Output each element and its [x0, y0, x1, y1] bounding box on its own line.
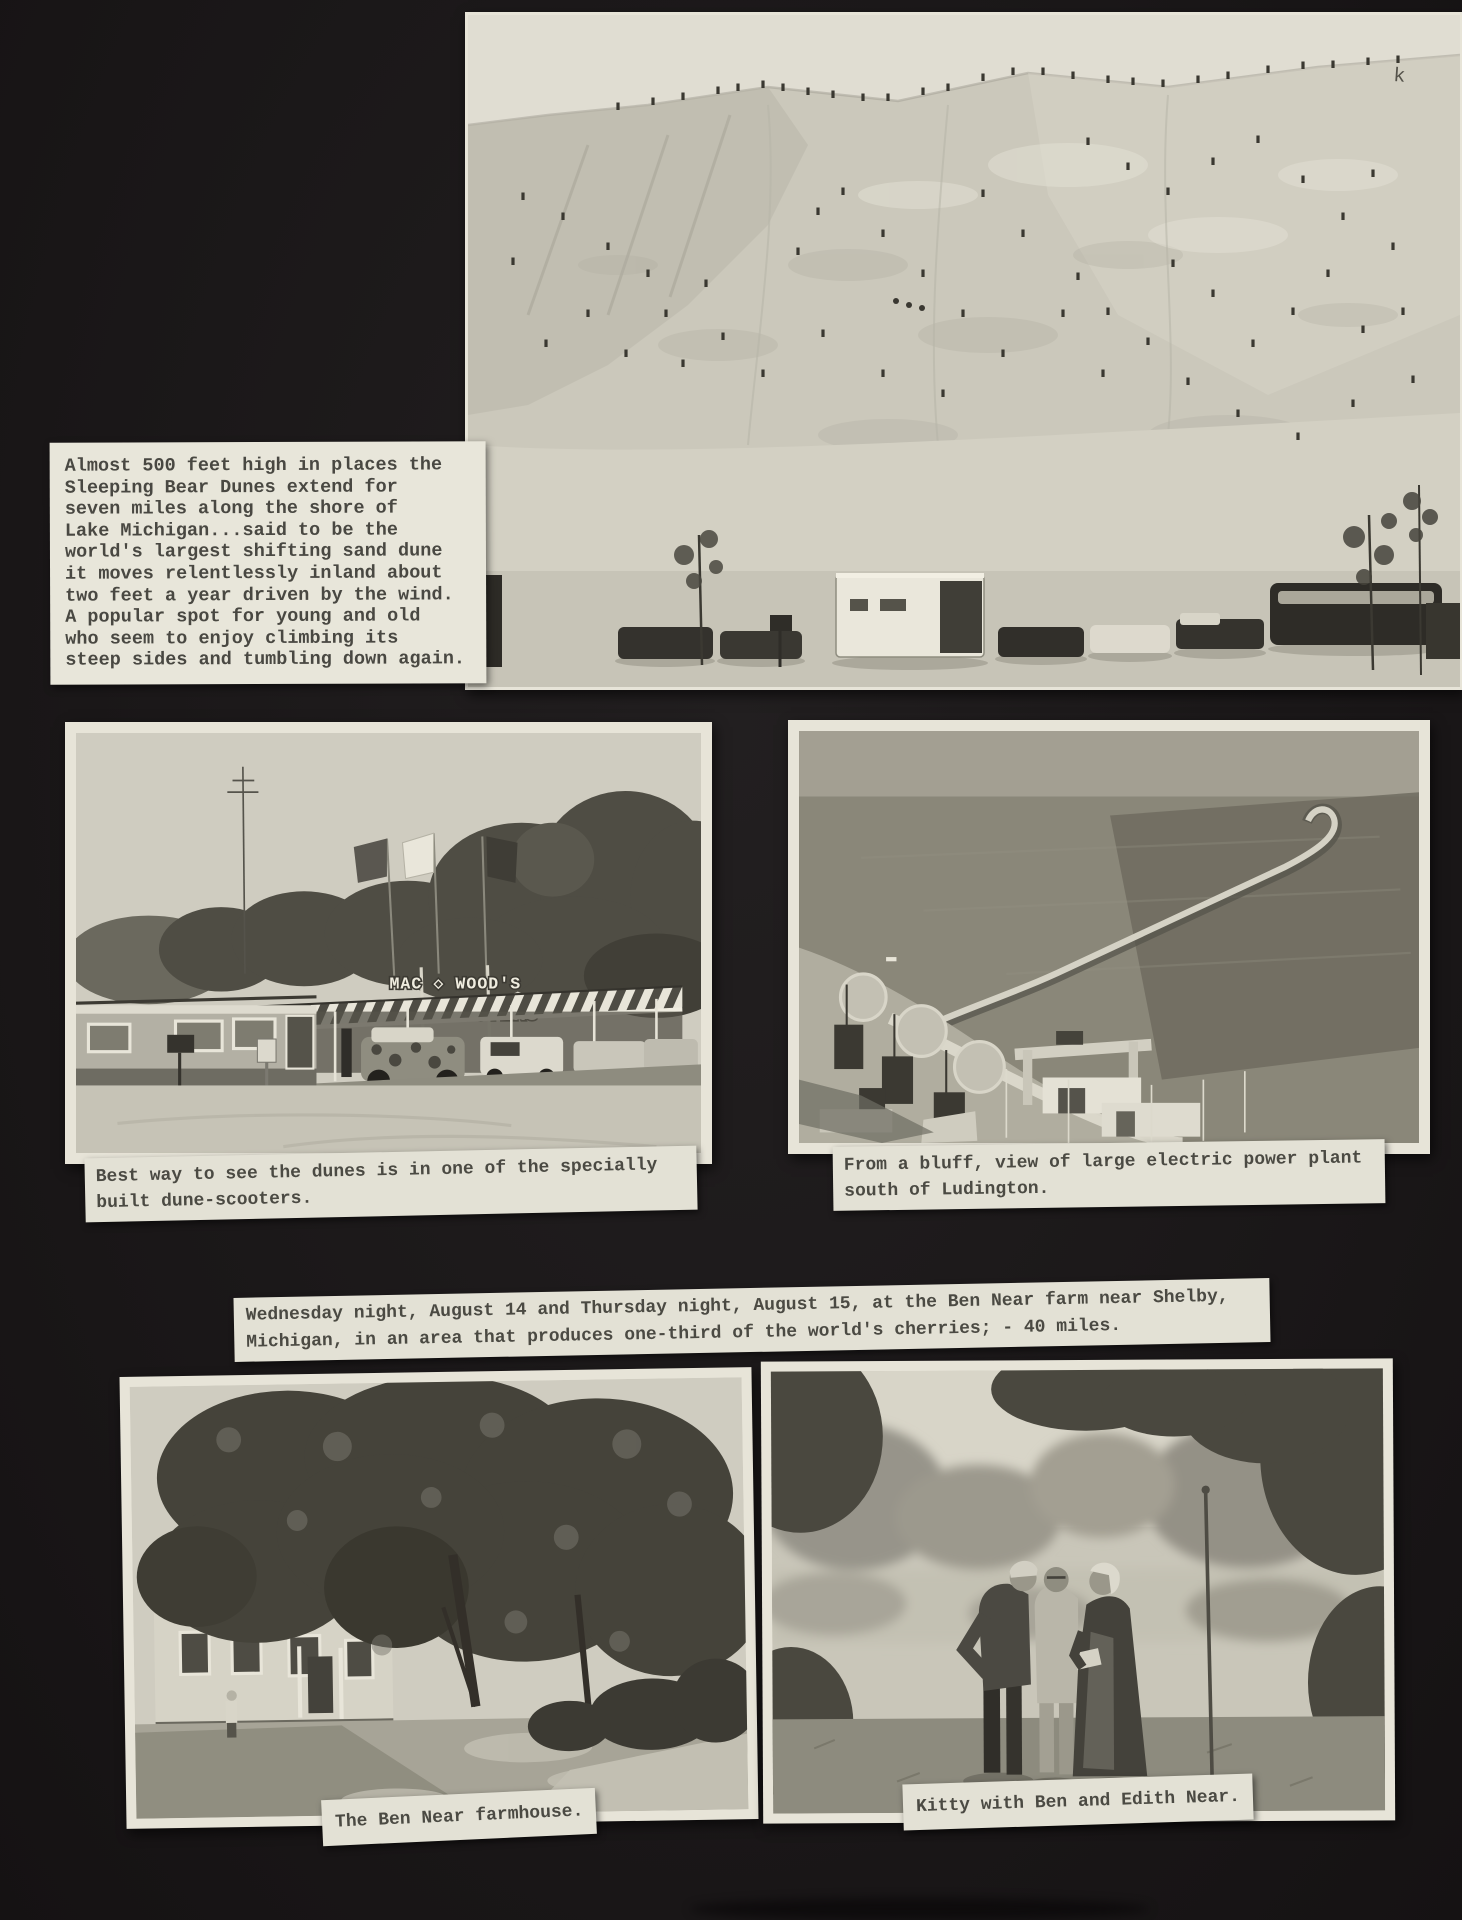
small-figure: [225, 1690, 237, 1737]
office-building: [76, 997, 316, 1086]
haze-band: [799, 731, 1419, 796]
caption-line: Best way to see the dunes is in one of the specially: [95, 1155, 658, 1188]
dune-scooters-caption: [84, 1146, 697, 1223]
page-edge-shadow: [690, 1898, 1150, 1920]
boat-speck: [886, 957, 896, 961]
caption-line: Sleeping Bear Dunes extend for: [64, 476, 398, 499]
caption-line: who seem to enjoy climbing its: [65, 627, 399, 650]
blue-flag: [486, 836, 517, 882]
sign-line-1: MAC ◇ WOOD'S: [389, 975, 522, 995]
caption-line: seven miles along the shore of: [64, 497, 398, 520]
kitty-ben-edith-caption: [902, 1774, 1253, 1831]
dune-scooters-photo-image: [76, 733, 701, 1153]
caption-line: steep sides and tumbling down again.: [65, 648, 466, 672]
caption-line: south of Ludington.: [844, 1178, 1050, 1202]
kitty-ben-edith-photo-image: [771, 1368, 1385, 1813]
caption-line: Lake Michigan...said to be the: [64, 519, 398, 542]
caption-line: two feet a year driven by the wind.: [65, 583, 454, 607]
camper-van: [836, 573, 984, 657]
dunes-photo: [465, 12, 1462, 690]
handwritten-mark: k: [1392, 65, 1407, 89]
caption-line: From a bluff, view of large electric power plant: [843, 1148, 1363, 1176]
caption-line: Wednesday night, August 14 and Thursday night, August 15, at the Ben Near farm near Shelby,: [245, 1286, 1229, 1326]
ben-near-farm-intro-caption: [233, 1278, 1270, 1362]
caption-line: A popular spot for young and old: [65, 605, 421, 628]
caption-line: Kitty with Ben and Edith Near.: [915, 1786, 1241, 1818]
park-sign: [770, 615, 792, 631]
power-plant-photo: [788, 720, 1430, 1154]
kitty-ben-edith-photo: [761, 1358, 1395, 1823]
power-plant-photo-image: [799, 731, 1419, 1143]
caption-line: The Ben Near farmhouse.: [334, 1801, 584, 1833]
power-plant-caption: [833, 1139, 1386, 1211]
caption-line: it moves relentlessly inland about: [65, 562, 443, 585]
dune-scooters-photo: [65, 722, 712, 1164]
farmhouse-photo: [119, 1367, 758, 1829]
person-figure: [341, 1028, 351, 1077]
dunes-photo-image: [468, 15, 1460, 687]
caption-line: world's largest shifting sand dune: [64, 540, 443, 564]
farmhouse-photo-image: [130, 1377, 749, 1819]
caption-line: Michigan, in an area that produces one-third of the world's cherries; - 40 miles.: [246, 1315, 1122, 1353]
dunes-caption-block: [50, 441, 487, 684]
caption-line: Almost 500 feet high in places the: [64, 454, 443, 477]
caption-line: built dune-scooters.: [96, 1188, 313, 1214]
